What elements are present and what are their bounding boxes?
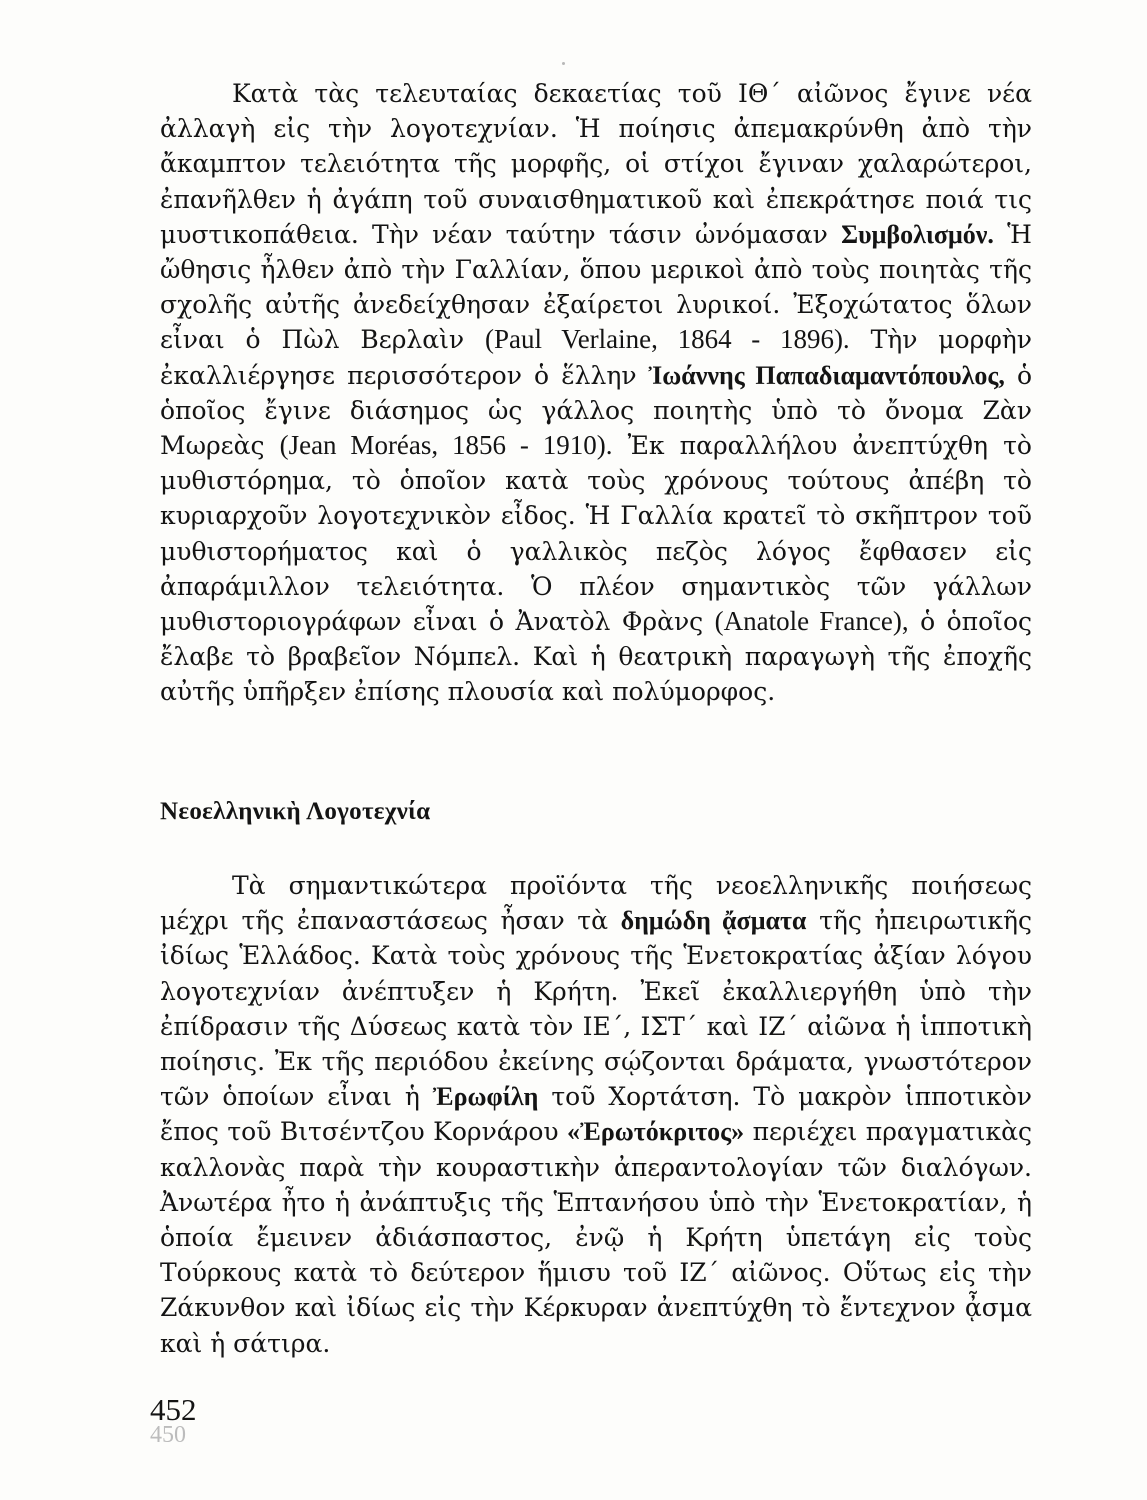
section-heading: Νεοελληνικὴ Λογοτεχνία bbox=[160, 798, 431, 825]
page-number: 452 bbox=[150, 1392, 197, 1427]
title-erotokritos: «Ἐρωτόκριτος» bbox=[567, 1117, 745, 1147]
title-erofili: Ἐρωφίλη bbox=[432, 1082, 539, 1112]
print-speck bbox=[562, 62, 565, 65]
name-anatole-france: (Anatole France), bbox=[714, 606, 909, 637]
name-moreas: (Jean Moréas, 1856 - 1910). bbox=[279, 430, 613, 461]
paragraph-symbolism: Κατὰ τὰς τελευταίας δεκαετίας τοῦ ΙΘ΄ αἰῶνος ἔγινε νέα ἀλλαγὴ εἰς τὴν λογοτεχνίαν. Ἡ ποίησις ἀπεμακρύνθη ἀπὸ τὴν ἄκαμπτον τελειότητα τῆς μορφῆς, οἱ στίχοι ἔγιναν χαλαρώτεροι, ἐπανῆλθεν ἡ ἀγάπη τοῦ συναισθηματικοῦ καὶ ἐπεκράτησε ποιά τις μυστικοπάθεια. Τὴν νέαν ταύτην τάσιν ὠνόμασαν Συμβολισμόν. Ἡ ὤθησις ἦλθεν ἀπὸ τὴν Γαλλίαν, ὅπου μερικοὶ ἀπὸ τοὺς ποιητὰς τῆς σχολῆς αὐτῆς ἀνεδείχθησαν ἐξαίρετοι λυρικοί. Ἐξοχώτατος ὅλων εἶναι ὁ Πὼλ Βερλαὶν (Paul Verlaine, 1864 - 1896). Τὴν μορφὴν ἐκαλλιέργησε περισσότερον ὁ ἕλλην Ἰωάννης Παπαδιαμαντόπουλος, ὁ ὁποῖος ἔγινε διάσημος ὡς γάλλος ποιητὴς ὑπὸ τὸ ὄνομα Ζὰν Μωρεὰς (Jean Moréas, 1856 - 1910). Ἐκ παραλλήλου ἀνεπτύχθη τὸ μυθιστόρημα, τὸ ὁποῖον κατὰ τοὺς χρόνους τούτους ἀπέβη τὸ κυριαρχοῦν λογοτεχνικὸν εἶδος. Ἡ Γαλλία κρατεῖ τὸ σκῆπτρον τοῦ μυθιστορήματος καὶ ὁ γαλλικὸς πεζὸς λόγος ἔφθασεν εἰς ἀπαράμιλλον τελειότητα. Ὁ πλέον σημαντικὸς τῶν γάλλων μυθιστοριογράφων εἶναι ὁ Ἀνατὸλ Φρὰνς (Anatole France), ὁ ὁποῖος ἔλαβε τὸ βραβεῖον Νόμπελ. Καὶ ἡ θεατρικὴ παραγωγὴ τῆς ἐποχῆς αὐτῆς ὑπῆρξεν ἐπίσης πλουσία καὶ πολύμορφος. bbox=[160, 79, 1033, 707]
term-symbolism: Συμβολισμόν. bbox=[841, 219, 994, 249]
term-folk-songs: δημώδη ᾄσματα bbox=[620, 906, 807, 936]
paragraph-modern-greek-literature: Τὰ σημαντικώτερα προϊόντα τῆς νεοελληνικῆς ποιήσεως μέχρι τῆς ἐπαναστάσεως ἦσαν τὰ δημώδη ᾄσματα τῆς ἠπειρωτικῆς ἰδίως Ἑλλάδος. Κατὰ τοὺς χρόνους τῆς Ἑνετοκρατίας ἀξίαν λόγου λογοτεχνίαν ἀνέπτυξεν ἡ Κρήτη. Ἐκεῖ ἐκαλλιεργήθη ὑπὸ τὴν ἐπίδρασιν τῆς Δύσεως κατὰ τὸν ΙΕ΄, ΙΣΤ΄ καὶ ΙΖ΄ αἰῶνα ἡ ἱπποτικὴ ποίησις. Ἐκ τῆς περιόδου ἐκείνης σῴζονται δράματα, γνωστότερον τῶν ὁποίων εἶναι ἡ Ἐρωφίλη τοῦ Χορτάτση. Τὸ μακρὸν ἱπποτικὸν ἔπος τοῦ Βιτσέντζου Κορνάρου «Ἐρωτόκριτος» περιέχει πραγματικὰς καλλονὰς παρὰ τὴν κουραστικὴν ἀπεραντολογίαν τῶν διαλόγων. Ἀνωτέρα ἦτο ἡ ἀνάπτυξις τῆς Ἑπτανήσου ὑπὸ τὴν Ἑνετοκρατίαν, ἡ ὁποία ἔμεινεν ἀδιάσπαστος, ἐνῷ ἡ Κρήτη ὑπετάγη εἰς τοὺς Τούρκους κατὰ τὸ δεύτερον ἥμισυ τοῦ ΙΖ΄ αἰῶνος. Οὕτως εἰς τὴν Ζάκυνθον καὶ ἰδίως εἰς τὴν Κέρκυραν ἀνεπτύχθη τὸ ἔντεχνον ᾆσμα καὶ ἡ σάτιρα. bbox=[160, 871, 1032, 1358]
bleed-through-page-number: 450 bbox=[150, 1422, 186, 1448]
name-verlaine: (Paul Verlaine, 1864 - 1896). bbox=[485, 324, 850, 355]
name-papadiamantopoulos: Ἰωάννης Παπαδιαμαντόπουλος, bbox=[648, 360, 1005, 390]
